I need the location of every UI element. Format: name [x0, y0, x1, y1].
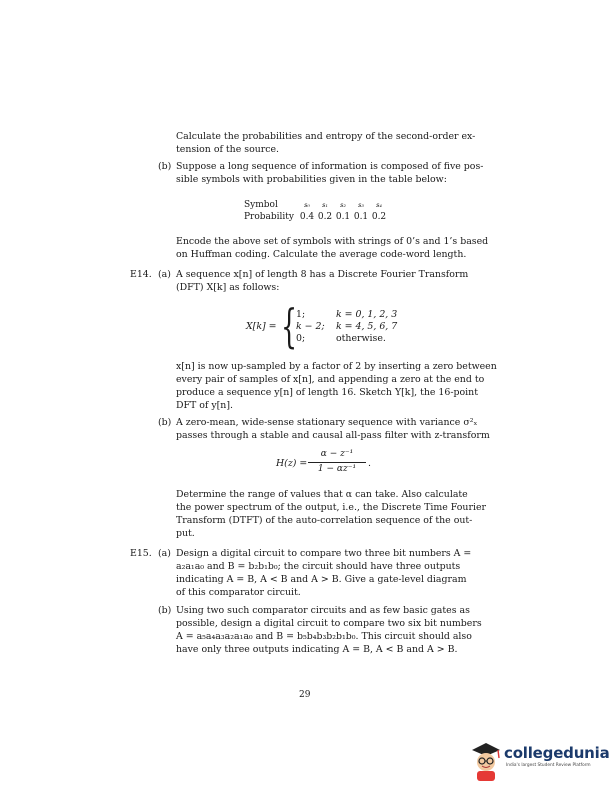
transfer-function-denominator: 1 − αz⁻¹	[317, 464, 357, 474]
symbol-probability-table	[244, 199, 388, 223]
e14-a-paragraph-line-4: DFT of y[n].	[176, 400, 233, 411]
symbol-cell: s₂	[340, 201, 346, 209]
e14-b-paragraph-line-1: Determine the range of values that α can take. Also calculate	[176, 489, 468, 500]
case-condition-2: k = 4, 5, 6, 7	[336, 321, 398, 332]
e15-a-line-3: indicating A = B, A < B and A > B. Give a gate-level diagram	[176, 574, 467, 585]
student-mascot-icon	[468, 738, 504, 782]
e15-a-label: (a)	[158, 548, 171, 559]
question-b-line-1: Suppose a long sequence of information is composed of five pos-	[176, 161, 484, 172]
e15-b-line-1: Using two such comparator circuits and as few basic gates as	[176, 605, 470, 616]
probability-cell: 0.2	[317, 212, 333, 222]
probability-cell: 0.2	[371, 212, 387, 222]
e14-a-paragraph-line-2: every pair of samples of x[n], and appending a zero at the end to	[176, 374, 485, 385]
logo-tagline: India's largest Student Review Platform	[506, 763, 591, 768]
question-b-label: (b)	[158, 161, 172, 172]
piecewise-lhs: X[k] =	[246, 321, 277, 332]
logo-wordmark: collegedunia	[504, 744, 610, 762]
question-number-e14: E14.	[130, 269, 152, 280]
e15-a-line-1: Design a digital circuit to compare two three bit numbers A =	[176, 548, 472, 559]
transfer-function-numerator: α − z⁻¹	[320, 449, 354, 459]
collegedunia-logo	[468, 738, 608, 786]
e14-a-paragraph-line-1: x[n] is now up-sampled by a factor of 2 by inserting a zero between	[176, 361, 497, 372]
huffman-line-1: Encode the above set of symbols with strings of 0’s and 1’s based	[176, 236, 489, 247]
symbol-row-label: Symbol	[244, 200, 278, 210]
probability-cell: 0.4	[299, 212, 315, 222]
symbol-cell: s₃	[358, 201, 364, 209]
e14-b-paragraph-line-4: put.	[176, 528, 195, 539]
e14-b-paragraph-line-2: the power spectrum of the output, i.e., the Discrete Time Fourier	[176, 502, 486, 513]
transfer-function-lhs: H(z) =	[276, 458, 308, 469]
symbol-cell: s₁	[322, 201, 328, 209]
e14-a-label: (a)	[158, 269, 171, 280]
e14-b-line-1: A zero-mean, wide-sense stationary sequence with variance σ²ₓ	[176, 417, 478, 428]
case-value-3: 0;	[296, 333, 306, 344]
e14-a-line-2: (DFT) X[k] as follows:	[176, 282, 280, 293]
probability-row	[244, 211, 388, 223]
symbol-cell: s₀	[304, 201, 310, 209]
symbol-row	[244, 199, 388, 211]
e14-a-paragraph-line-3: produce a sequence y[n] of length 16. Sketch Y[k], the 16-point	[176, 387, 478, 398]
case-condition-1: k = 0, 1, 2, 3	[336, 309, 398, 320]
e14-b-paragraph-line-3: Transform (DTFT) of the auto-correlation sequence of the out-	[176, 515, 473, 526]
huffman-line-2: on Huffman coding. Calculate the average code-word length.	[176, 249, 467, 260]
e15-a-line-4: of this comparator circuit.	[176, 587, 301, 598]
page-number: 29	[299, 690, 311, 700]
part-a-tail-line-2: tension of the source.	[176, 144, 280, 155]
case-condition-3: otherwise.	[336, 333, 386, 344]
e15-b-line-4: have only three outputs indicating A = B, A < B and A > B.	[176, 644, 458, 655]
symbol-cell: s₄	[376, 201, 382, 209]
probability-row-label: Probability	[244, 212, 295, 222]
case-value-1: 1;	[296, 309, 306, 320]
e15-b-line-2: possible, design a digital circuit to compare two six bit numbers	[176, 618, 482, 629]
e15-a-line-2: a₂a₁a₀ and B = b₂b₁b₀; the circuit should have three outputs	[176, 561, 461, 572]
e14-b-line-2: passes through a stable and causal all-pass filter with z-transform	[176, 430, 490, 441]
e14-b-label: (b)	[158, 417, 172, 428]
case-value-2: k − 2;	[296, 321, 325, 332]
probability-cell: 0.1	[353, 212, 369, 222]
transfer-function-period: .	[368, 458, 371, 469]
e14-a-line-1: A sequence x[n] of length 8 has a Discrete Fourier Transform	[176, 269, 469, 280]
left-brace-symbol: {	[281, 299, 298, 353]
e15-b-label: (b)	[158, 605, 172, 616]
question-number-e15: E15.	[130, 548, 152, 559]
probability-cell: 0.1	[335, 212, 351, 222]
question-b-line-2: sible symbols with probabilities given in the table below:	[176, 174, 447, 185]
e15-b-line-3: A = a₅a₄a₃a₂a₁a₀ and B = b₅b₄b₃b₂b₁b₀. This circuit should also	[176, 631, 472, 642]
part-a-tail-line-1: Calculate the probabilities and entropy of the second-order ex-	[176, 131, 476, 142]
fraction-bar	[308, 462, 366, 463]
